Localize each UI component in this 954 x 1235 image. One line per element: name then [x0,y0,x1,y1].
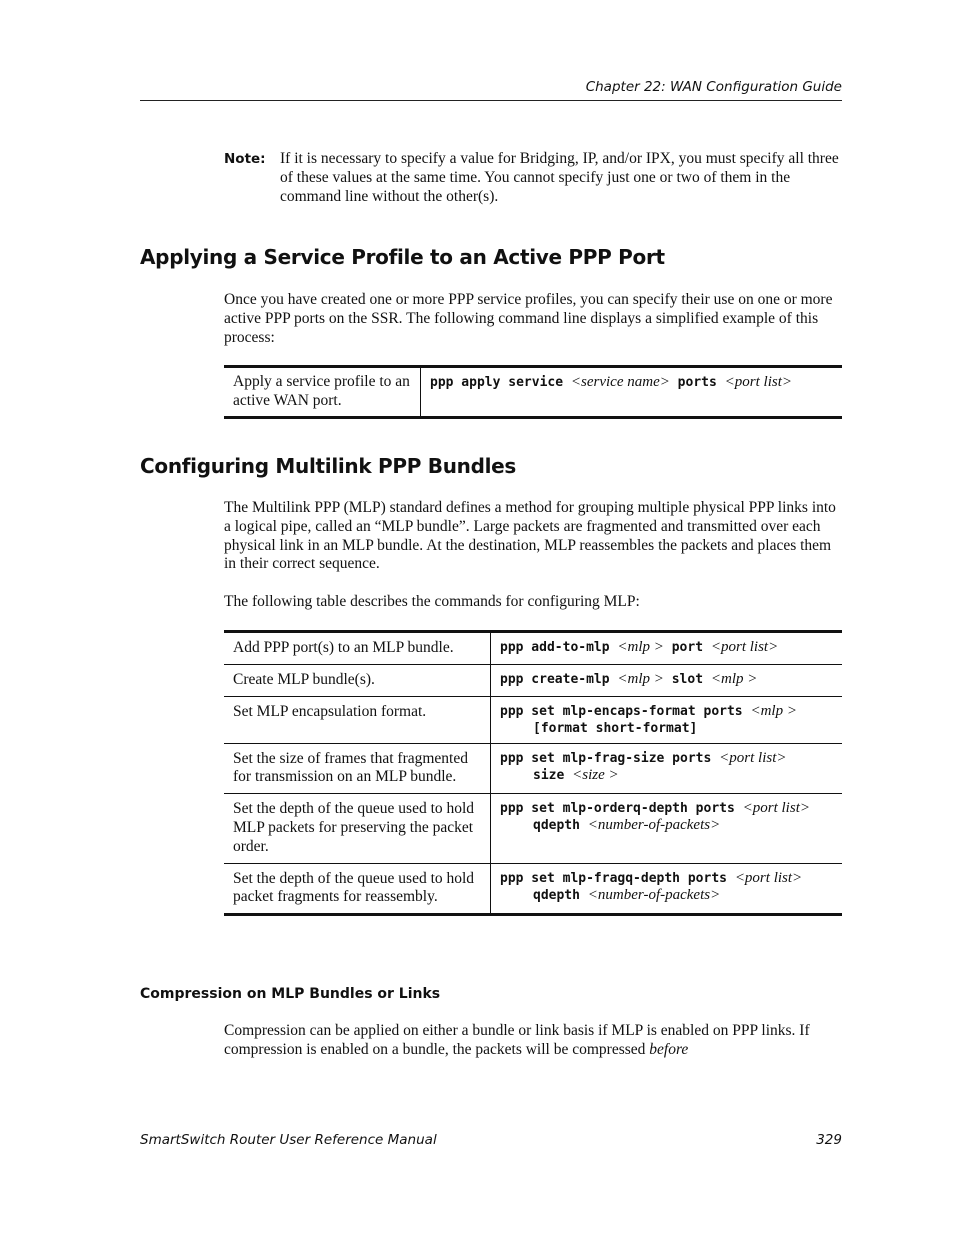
section1-paragraph: Once you have created one or more PPP service profiles, you can specify their use on one or more active PPP ports on the SSR. The following command line displays a simplified example of this process: [224,291,833,346]
table-cell-description: Set the size of frames that fragmented for transmission on an MLP bundle. [224,743,491,794]
command-line [500,640,778,655]
command-argument: <port list> [719,749,787,766]
command-argument: <mlp > [710,670,758,687]
note-label: Note: [224,151,266,167]
section2-paragraph: The Multilink PPP (MLP) standard defines a method for grouping multiple physical PPP links into a logical pipe, called an “MLP bundle”. Large packets are fragmented and transmitted over each physical link in an MLP bundle. At the destination, MLP reassembles the packets and places them in their correct sequence. [224,499,836,573]
footer-manual-title: SmartSwitch Router User Reference Manual [140,1132,437,1148]
command-keyword: ppp create-mlp [500,671,618,687]
command-keyword: size [533,767,573,783]
subsection-heading-compression: Compression on MLP Bundles or Links [140,986,441,1002]
mlp-commands-table [224,630,842,916]
command-line [500,801,810,816]
table-row [224,794,842,863]
command-line-continuation [500,767,833,784]
command-argument: <port list> [742,800,810,817]
table-cell-description: Add PPP port(s) to an MLP bundle. [224,632,491,665]
table-row [224,696,842,743]
table-cell-command [491,863,843,915]
table-cell-command [421,367,843,418]
command-keyword: ppp set mlp-frag-size ports [500,750,720,766]
table-row [224,863,842,915]
table-cell-command [491,696,843,743]
table-cell-description: Set MLP encapsulation format. [224,696,491,743]
command-keyword: qdepth [533,818,588,834]
command-keyword: ppp set mlp-encaps-format ports [500,703,751,719]
header-rule [140,100,842,101]
command-line [500,672,757,687]
table-row [224,664,842,696]
section3-paragraph-emphasis: before [649,1040,689,1058]
command-keyword: [format short-format] [533,720,698,736]
command-argument: <mlp > [750,702,797,719]
table-cell-command [491,794,843,863]
table-cell-description: Create MLP bundle(s). [224,664,491,696]
command-argument: <port list> [710,639,779,655]
section-heading-apply-service-profile: Applying a Service Profile to an Active PPP Port [140,245,665,269]
table-cell-command [491,664,843,696]
command-argument: <service name> [570,374,670,390]
table-row [224,743,842,794]
note-text: If it is necessary to specify a value for Bridging, IP, and/or IPX, you must specify all three of these values at the same time. You cannot specify just one or two of them in the command line without the other(s). [280,150,839,205]
command-argument: <mlp > [617,670,664,687]
command-argument: <number-of-packets> [587,817,721,834]
command-keyword: slot [663,671,711,687]
section3-paragraph [224,1022,840,1060]
footer-page-number: 329 [816,1132,842,1148]
table-cell-description: Set the depth of the queue used to hold MLP packets for preserving the packet order. [224,794,491,863]
command-keyword: port [663,640,711,655]
command-line [430,375,792,390]
command-keyword: ppp set mlp-fragq-depth ports [500,870,735,886]
command-argument: <size > [572,766,619,783]
command-argument: <port list> [734,869,803,886]
section3-paragraph-text: Compression can be applied on either a bundle or link basis if MLP is enabled on PPP links. If compression is enabled on a bundle, the packets will be compressed [224,1022,810,1058]
table-cell-description: Apply a service profile to an active WAN port. [224,367,421,418]
table-row [224,632,842,665]
section-heading-multilink-ppp: Configuring Multilink PPP Bundles [140,454,517,478]
command-line [500,871,802,886]
command-keyword: ppp add-to-mlp [500,640,618,655]
command-keyword: qdepth [533,887,588,903]
command-line-continuation [500,817,833,834]
command-keyword: ports [669,375,725,390]
table-cell-command [491,743,843,794]
table-cell-command [491,632,843,665]
section2-table-intro: The following table describes the commands for configuring MLP: [224,593,640,610]
command-line [500,704,797,719]
command-line [500,751,787,766]
running-header: Chapter 22: WAN Configuration Guide [585,79,842,95]
apply-service-table [224,365,842,419]
command-line-continuation [500,887,833,904]
command-argument: <port list> [724,374,792,390]
table-row [224,367,842,418]
table-cell-description: Set the depth of the queue used to hold packet fragments for reassembly. [224,863,491,915]
command-line-continuation [500,720,833,737]
command-keyword: ppp apply service [430,375,571,390]
command-argument: <mlp > [617,639,664,655]
command-keyword: ppp set mlp-orderq-depth ports [500,801,743,817]
command-argument: <number-of-packets> [587,886,721,903]
